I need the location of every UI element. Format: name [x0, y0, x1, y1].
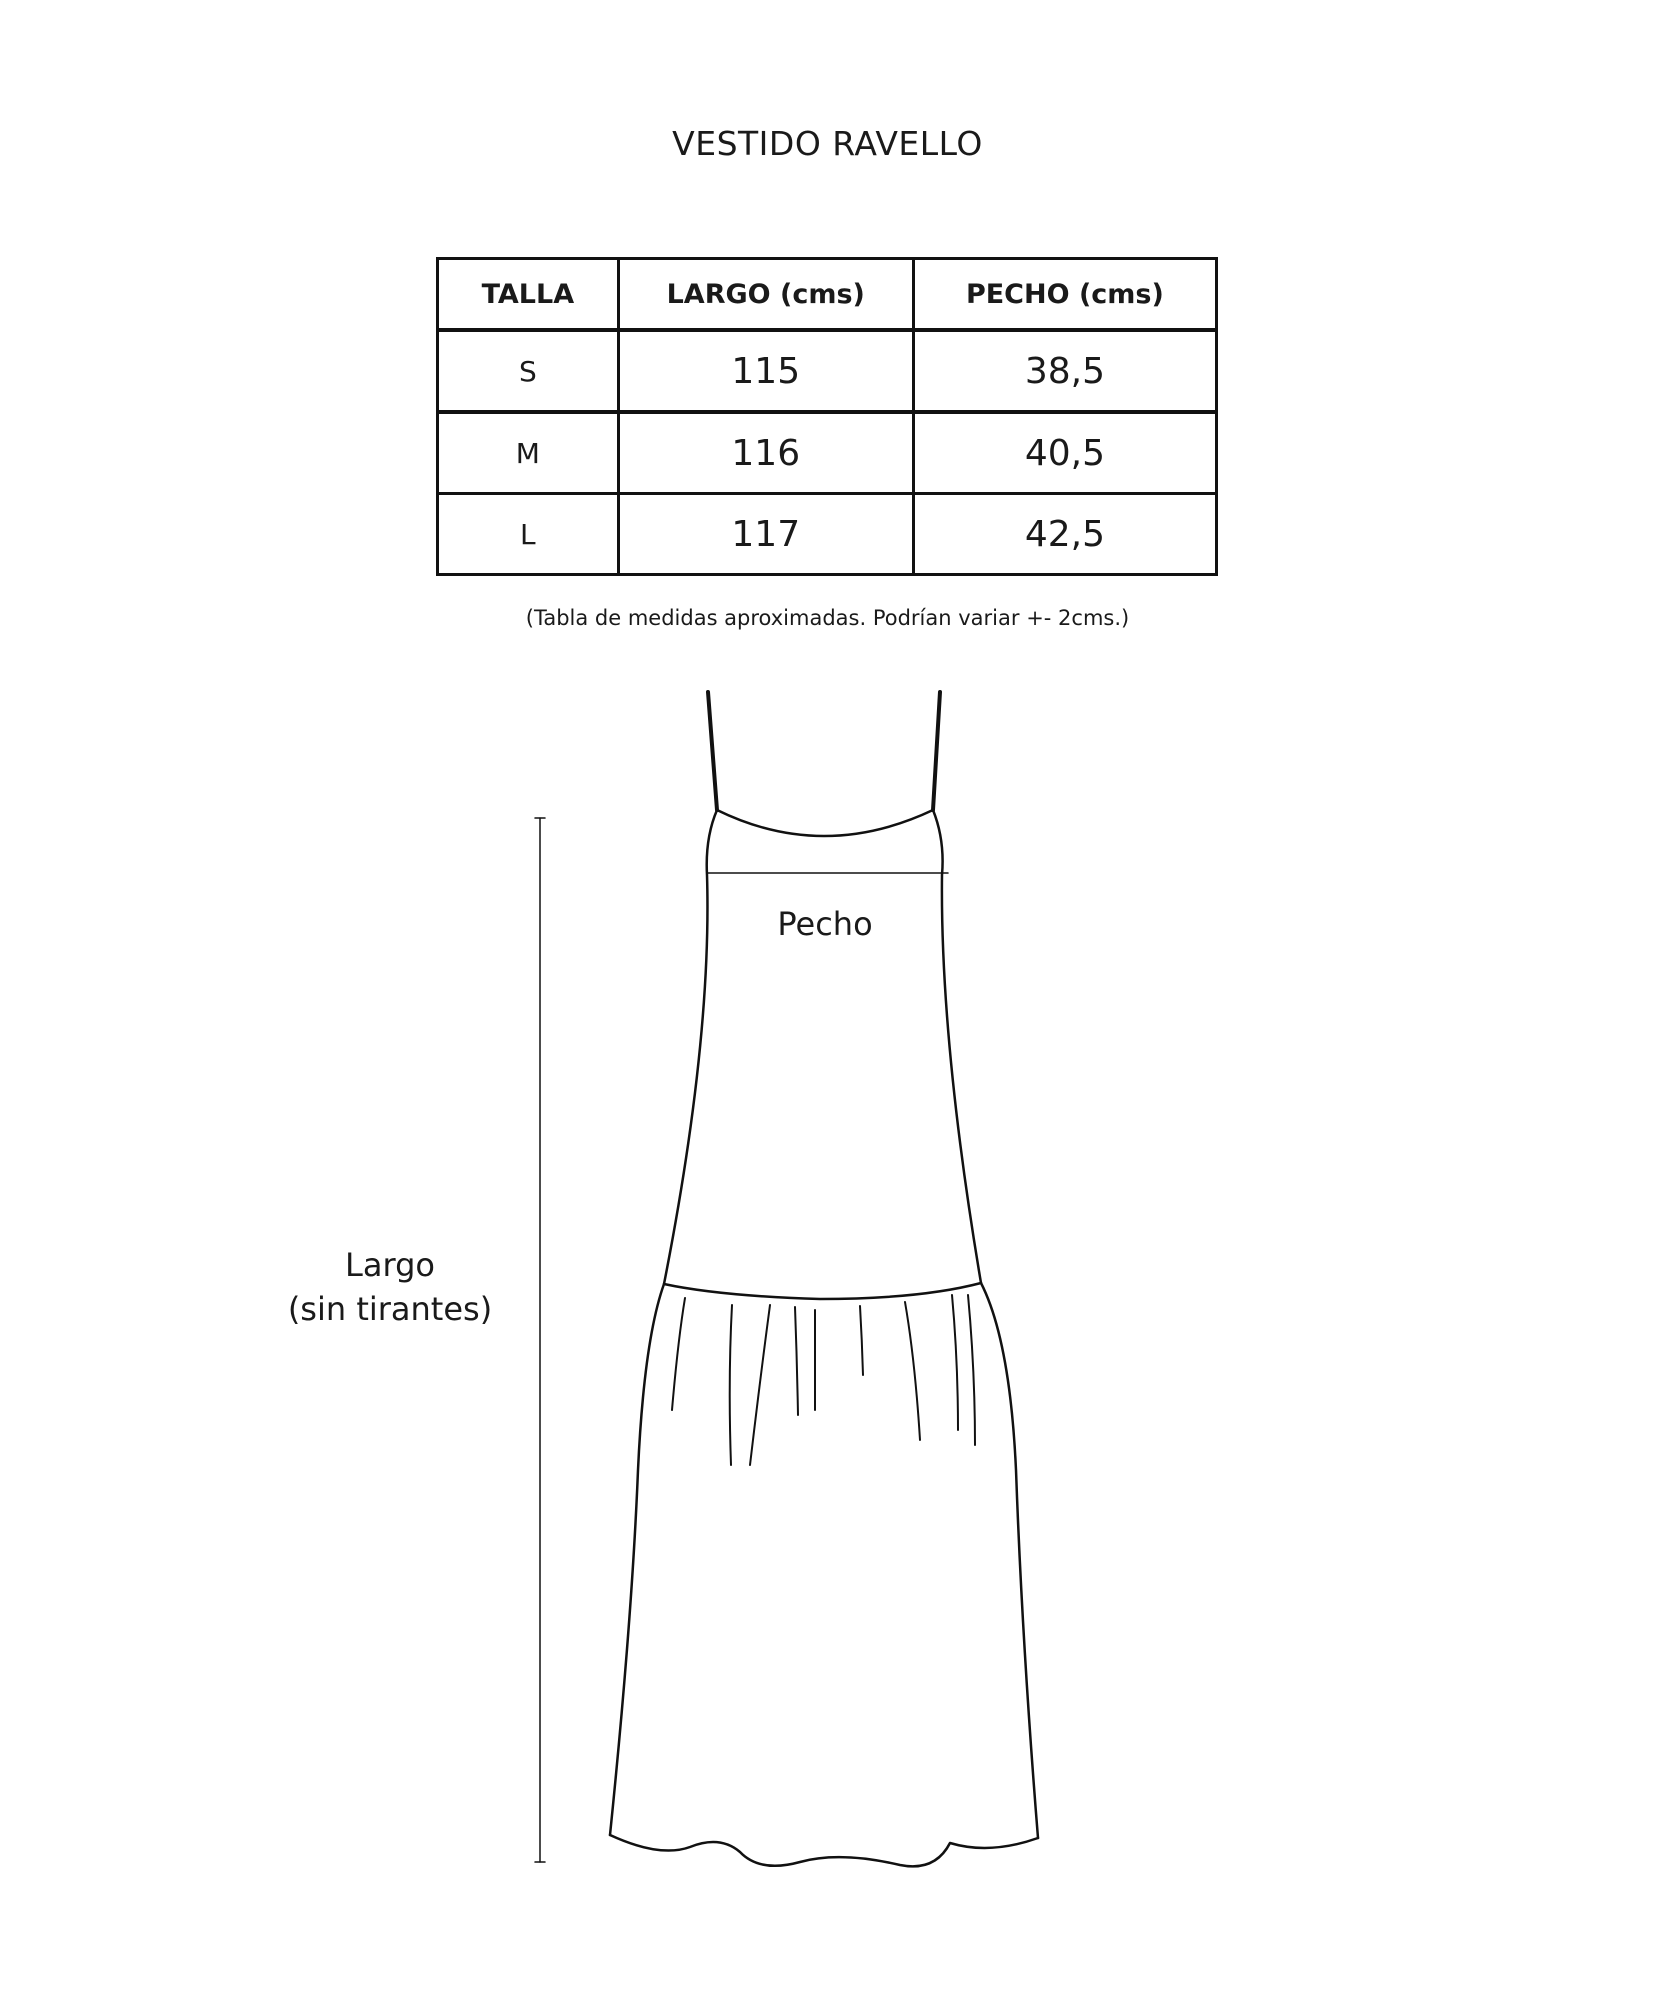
skirt-fold: [905, 1302, 920, 1440]
cell-largo: 117: [618, 494, 913, 575]
waist-seam: [664, 1283, 981, 1299]
left-strap: [708, 692, 717, 810]
skirt-fold: [672, 1298, 685, 1410]
skirt-fold: [795, 1307, 798, 1415]
pecho-label: Pecho: [777, 905, 873, 943]
cell-largo: 115: [618, 330, 913, 412]
header-talla: TALLA: [438, 259, 619, 331]
skirt-fold: [730, 1305, 732, 1465]
cell-talla: L: [438, 494, 619, 575]
skirt-right-side: [981, 1283, 1038, 1838]
cell-largo: 116: [618, 412, 913, 494]
page-title: VESTIDO RAVELLO: [672, 124, 983, 163]
largo-label-line2: (sin tirantes): [287, 1290, 493, 1328]
skirt-fold: [952, 1295, 958, 1430]
cell-pecho: 40,5: [913, 412, 1216, 494]
bodice-left-side: [664, 810, 717, 1284]
largo-label-line1: Largo: [345, 1246, 435, 1284]
cell-pecho: 42,5: [913, 494, 1216, 575]
skirt-fold: [968, 1295, 975, 1445]
right-strap: [933, 692, 940, 810]
skirt-fold: [860, 1306, 863, 1375]
cell-talla: S: [438, 330, 619, 412]
measurement-note: (Tabla de medidas aproximadas. Podrían variar +- 2cms.): [525, 606, 1130, 630]
neckline: [717, 810, 933, 836]
header-largo: LARGO (cms): [618, 259, 913, 331]
cell-pecho: 38,5: [913, 330, 1216, 412]
skirt-left-side: [610, 1284, 664, 1835]
cell-talla: M: [438, 412, 619, 494]
largo-label: [250, 1243, 530, 1331]
header-pecho: PECHO (cms): [913, 259, 1216, 331]
skirt-fold: [750, 1305, 770, 1465]
bodice-right-side: [933, 810, 981, 1283]
skirt-hem: [610, 1835, 1038, 1866]
